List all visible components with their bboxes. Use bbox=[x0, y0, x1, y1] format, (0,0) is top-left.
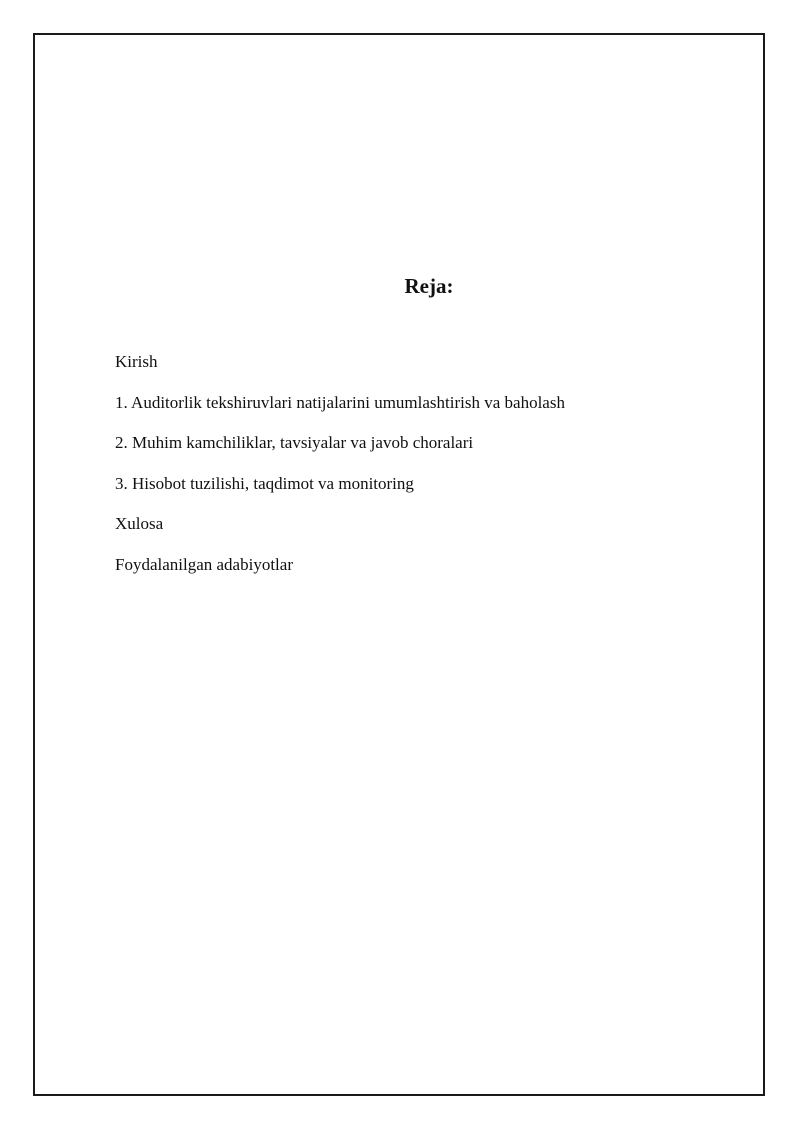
toc-item-3: 3. Hisobot tuzilishi, taqdimot va monitoring bbox=[115, 473, 414, 493]
toc-item-references: Foydalanilgan adabiyotlar bbox=[115, 554, 293, 574]
toc-item-1: 1. Auditorlik tekshiruvlari natijalarini umumlashtirish va baholash bbox=[115, 392, 565, 412]
toc-item-2: 2. Muhim kamchiliklar, tavsiyalar va javob choralari bbox=[115, 433, 474, 452]
page-title: Reja: bbox=[404, 274, 454, 298]
toc-item-conclusion: Xulosa bbox=[115, 514, 164, 533]
table-of-contents bbox=[115, 350, 565, 593]
toc-item-intro: Kirish bbox=[115, 352, 158, 371]
